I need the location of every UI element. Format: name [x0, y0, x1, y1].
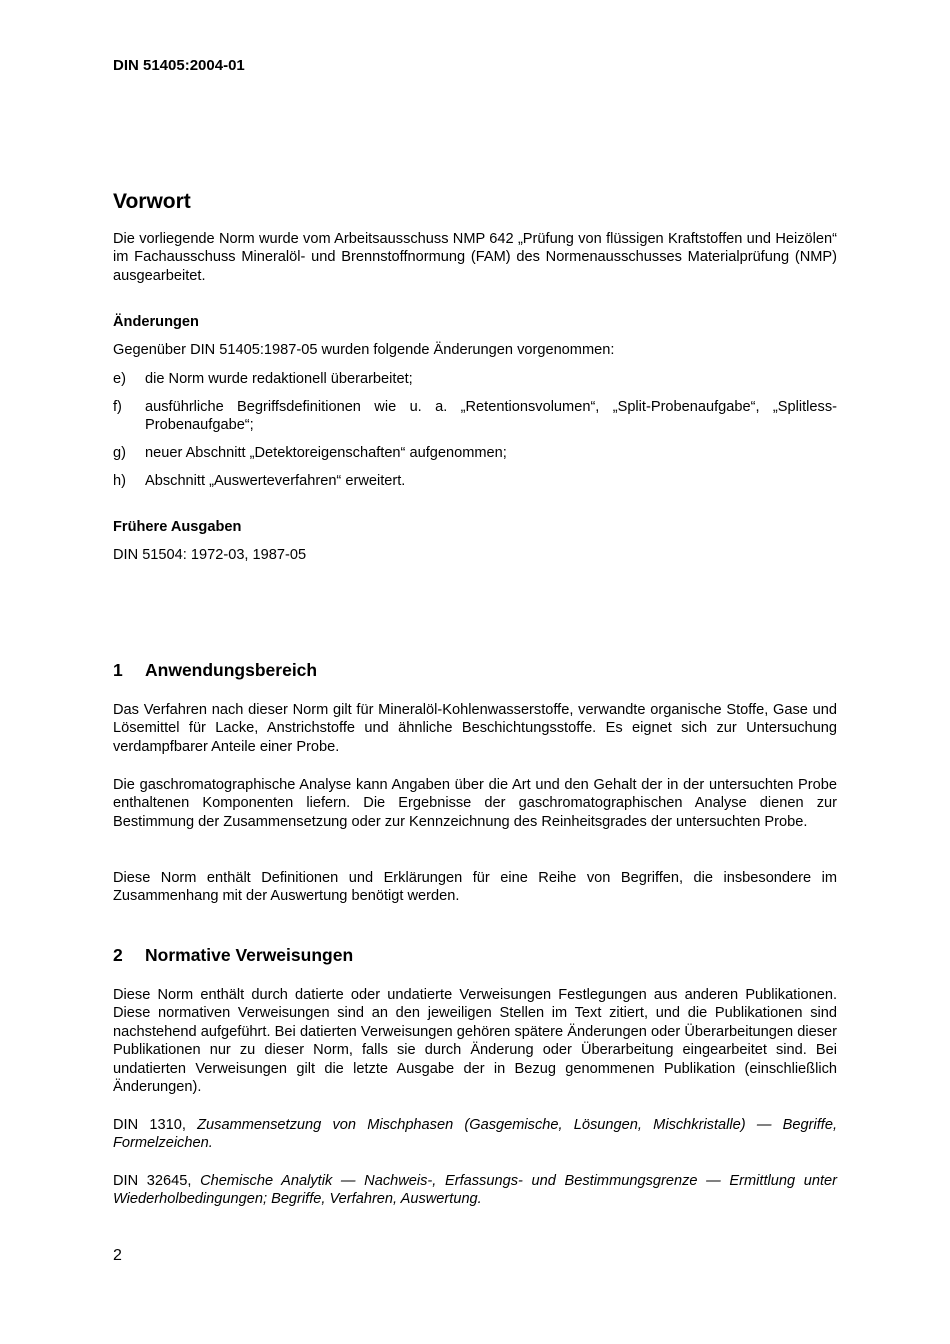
list-label: g)	[113, 445, 126, 461]
foreword-title: Vorwort	[113, 190, 191, 213]
earlier-editions-heading: Frühere Ausgaben	[113, 519, 242, 535]
section-number: 2	[113, 945, 123, 965]
section-2-heading	[113, 945, 353, 966]
reference-id: DIN 1310,	[113, 1117, 186, 1133]
change-item	[113, 472, 837, 490]
section-1-heading	[113, 660, 317, 681]
reference-item	[113, 1172, 837, 1209]
changes-heading: Änderungen	[113, 314, 199, 330]
change-item	[113, 444, 837, 462]
list-label: h)	[113, 473, 126, 489]
foreword-intro: Die vorliegende Norm wurde vom Arbeitsausschuss NMP 642 „Prüfung von flüssigen Kraftstoffen und Heizölen“ im Fachausschuss Mineralöl- und Brennstoffnormung (FAM) des Normenausschusses Materialprüfung (NMP) ausgearbeitet.	[113, 231, 837, 284]
section-title: Anwendungsbereich	[145, 660, 318, 680]
section-1-paragraph: Das Verfahren nach dieser Norm gilt für Mineralöl-Kohlenwasserstoffe, verwandte organische Stoffe, Gase und Lösemittel für Lacke, Anstrichstoffe und ähnliche Beschichtungsstoffe. Es eignet sich zur Untersuchung verdampfbarer Anteile einer Probe.	[113, 702, 837, 755]
section-1-paragraph: Diese Norm enthält Definitionen und Erklärungen für eine Reihe von Begriffen, die insbesondere im Zusammenhang mit der Auswertung benötigt werden.	[113, 870, 837, 905]
change-item	[113, 398, 837, 435]
reference-title: Zusammensetzung von Mischphasen (Gasgemische, Lösungen, Mischkristalle) — Begriffe, Formelzeichen.	[113, 1117, 838, 1152]
list-label: f)	[113, 399, 122, 415]
section-1-paragraph: Die gaschromatographische Analyse kann Angaben über die Art und den Gehalt der in der untersuchten Probe enthaltenen Komponenten liefern. Die Ergebnisse der gaschromatographischen Analyse dienen zur Bestimmung der Zusammensetzung oder zur Kennzeichnung des Reinheitsgrades der untersuchten Probe.	[113, 777, 837, 830]
list-text: die Norm wurde redaktionell überarbeitet;	[145, 371, 413, 387]
earlier-editions-text: DIN 51504: 1972-03, 1987-05	[113, 547, 307, 563]
section-number: 1	[113, 660, 123, 680]
reference-id: DIN 32645,	[113, 1173, 192, 1189]
reference-item	[113, 1116, 837, 1153]
list-text: neuer Abschnitt „Detektoreigenschaften“ aufgenommen;	[145, 445, 507, 461]
section-title: Normative Verweisungen	[145, 945, 354, 965]
standard-identifier: DIN 51405:2004-01	[113, 57, 245, 74]
change-item	[113, 370, 837, 388]
list-text: ausführliche Begriffsdefinitionen wie u. a. „Retentionsvolumen“, „Split-Probenaufgabe“, „Splitless-Probenaufgabe“;	[145, 399, 837, 434]
list-label: e)	[113, 371, 126, 387]
page-number: 2	[113, 1247, 122, 1264]
reference-title: Chemische Analytik — Nachweis-, Erfassungs- und Bestimmungsgrenze — Ermittlung unter Wiederholbedingungen; Begriffe, Verfahren, Auswertung.	[113, 1173, 838, 1208]
changes-intro: Gegenüber DIN 51405:1987-05 wurden folgende Änderungen vorgenommen:	[113, 342, 615, 358]
list-text: Abschnitt „Auswerteverfahren“ erweitert.	[145, 473, 406, 489]
section-2-intro: Diese Norm enthält durch datierte oder undatierte Verweisungen Festlegungen aus anderen Publikationen. Diese normativen Verweisungen sind an den jeweiligen Stellen im Text zitiert, und die Publikationen sind nachstehend aufgeführt. Bei datierten Verweisungen gehören spätere Änderungen oder Überarbeitungen dieser Publikationen nur zu dieser Norm, falls sie durch Änderung oder Überarbeitung eingearbeitet sind. Bei undatierten Verweisungen gilt die letzte Ausgabe der in Bezug genommenen Publikation (einschließlich Änderungen).	[113, 987, 837, 1096]
